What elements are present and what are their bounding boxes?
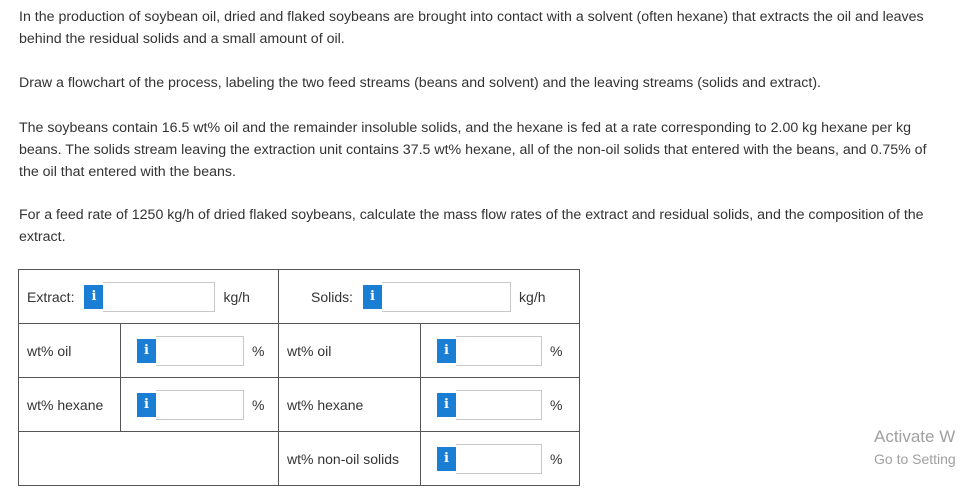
solids-hexane-input[interactable]: [456, 390, 542, 420]
solids-oil-unit: %: [550, 342, 563, 359]
extract-oil-input-cell: [121, 324, 279, 378]
extract-hexane-input[interactable]: [156, 390, 244, 420]
hexane-row: [19, 378, 580, 432]
solids-nonoil-input-cell: [421, 432, 580, 486]
flow-rate-row: [19, 270, 580, 324]
solids-flow-cell: [279, 270, 580, 324]
extract-oil-label: wt% oil: [27, 342, 72, 359]
solids-nonoil-input[interactable]: [456, 444, 542, 474]
info-icon[interactable]: i: [437, 447, 456, 471]
solids-hexane-info-group: [437, 390, 542, 420]
info-icon[interactable]: i: [437, 339, 456, 363]
problem-paragraph-flowchart: Draw a flowchart of the process, labeling the two feed streams (beans and solvent) and the leaving streams (solids and extract).: [19, 75, 821, 91]
solids-hexane-input-cell: [421, 378, 580, 432]
answer-grid: [18, 269, 580, 486]
extract-hexane-unit: %: [252, 396, 265, 413]
activate-windows-watermark: Activate W: [874, 427, 956, 446]
solids-nonoil-unit: %: [550, 450, 563, 467]
solids-oil-label: wt% oil: [287, 342, 332, 359]
extract-oil-label-cell: [19, 324, 121, 378]
solids-oil-input-cell: [421, 324, 580, 378]
extract-info-group: [84, 282, 215, 312]
oil-row: [19, 324, 580, 378]
solids-flow-input[interactable]: [382, 282, 511, 312]
extract-oil-input[interactable]: [156, 336, 244, 366]
solids-oil-label-cell: [279, 324, 421, 378]
non-oil-solids-row: [19, 432, 580, 486]
extract-hexane-label-cell: [19, 378, 121, 432]
extract-hexane-info-group: [137, 390, 244, 420]
solids-hexane-label-cell: [279, 378, 421, 432]
extract-hexane-input-cell: [121, 378, 279, 432]
solids-oil-info-group: [437, 336, 542, 366]
empty-cell: [19, 432, 279, 486]
info-icon[interactable]: i: [363, 285, 382, 309]
extract-flow-cell: [19, 270, 279, 324]
solids-hexane-label: wt% hexane: [287, 396, 364, 413]
info-icon[interactable]: i: [137, 393, 156, 417]
extract-label: Extract:: [27, 288, 75, 305]
solids-oil-input[interactable]: [456, 336, 542, 366]
go-to-settings-watermark: Go to Setting: [874, 451, 956, 467]
solids-nonoil-label-cell: [279, 432, 421, 486]
solids-unit: kg/h: [519, 288, 546, 305]
solids-info-group: [363, 282, 511, 312]
solids-hexane-unit: %: [550, 396, 563, 413]
extract-hexane-label: wt% hexane: [27, 396, 104, 413]
info-icon[interactable]: i: [84, 285, 103, 309]
extract-oil-unit: %: [252, 342, 265, 359]
solids-nonoil-info-group: [437, 444, 542, 474]
problem-paragraph-composition: The soybeans contain 16.5 wt% oil and the remainder insoluble solids, and the hexane is fed at a rate corresponding to 2.00 kg hexane per kg beans. The solids stream leaving the extraction unit contains 37.5 wt% hexane, all of the non-oil solids that entered with the beans, and 0.75% of the oil that entered with the beans.: [19, 120, 927, 180]
extract-flow-input[interactable]: [103, 282, 215, 312]
extract-unit: kg/h: [223, 288, 250, 305]
solids-nonoil-label: wt% non-oil solids: [287, 450, 400, 467]
info-icon[interactable]: i: [137, 339, 156, 363]
problem-paragraph-question: For a feed rate of 1250 kg/h of dried flaked soybeans, calculate the mass flow rates of the extract and residual solids, and the composition of the extract.: [19, 207, 924, 245]
problem-paragraph-intro: In the production of soybean oil, dried and flaked soybeans are brought into contact with a solvent (often hexane) that extracts the oil and leaves behind the residual solids and a small amount of oil.: [19, 9, 924, 47]
extract-oil-info-group: [137, 336, 244, 366]
solids-label: Solids:: [311, 288, 354, 305]
info-icon[interactable]: i: [437, 393, 456, 417]
